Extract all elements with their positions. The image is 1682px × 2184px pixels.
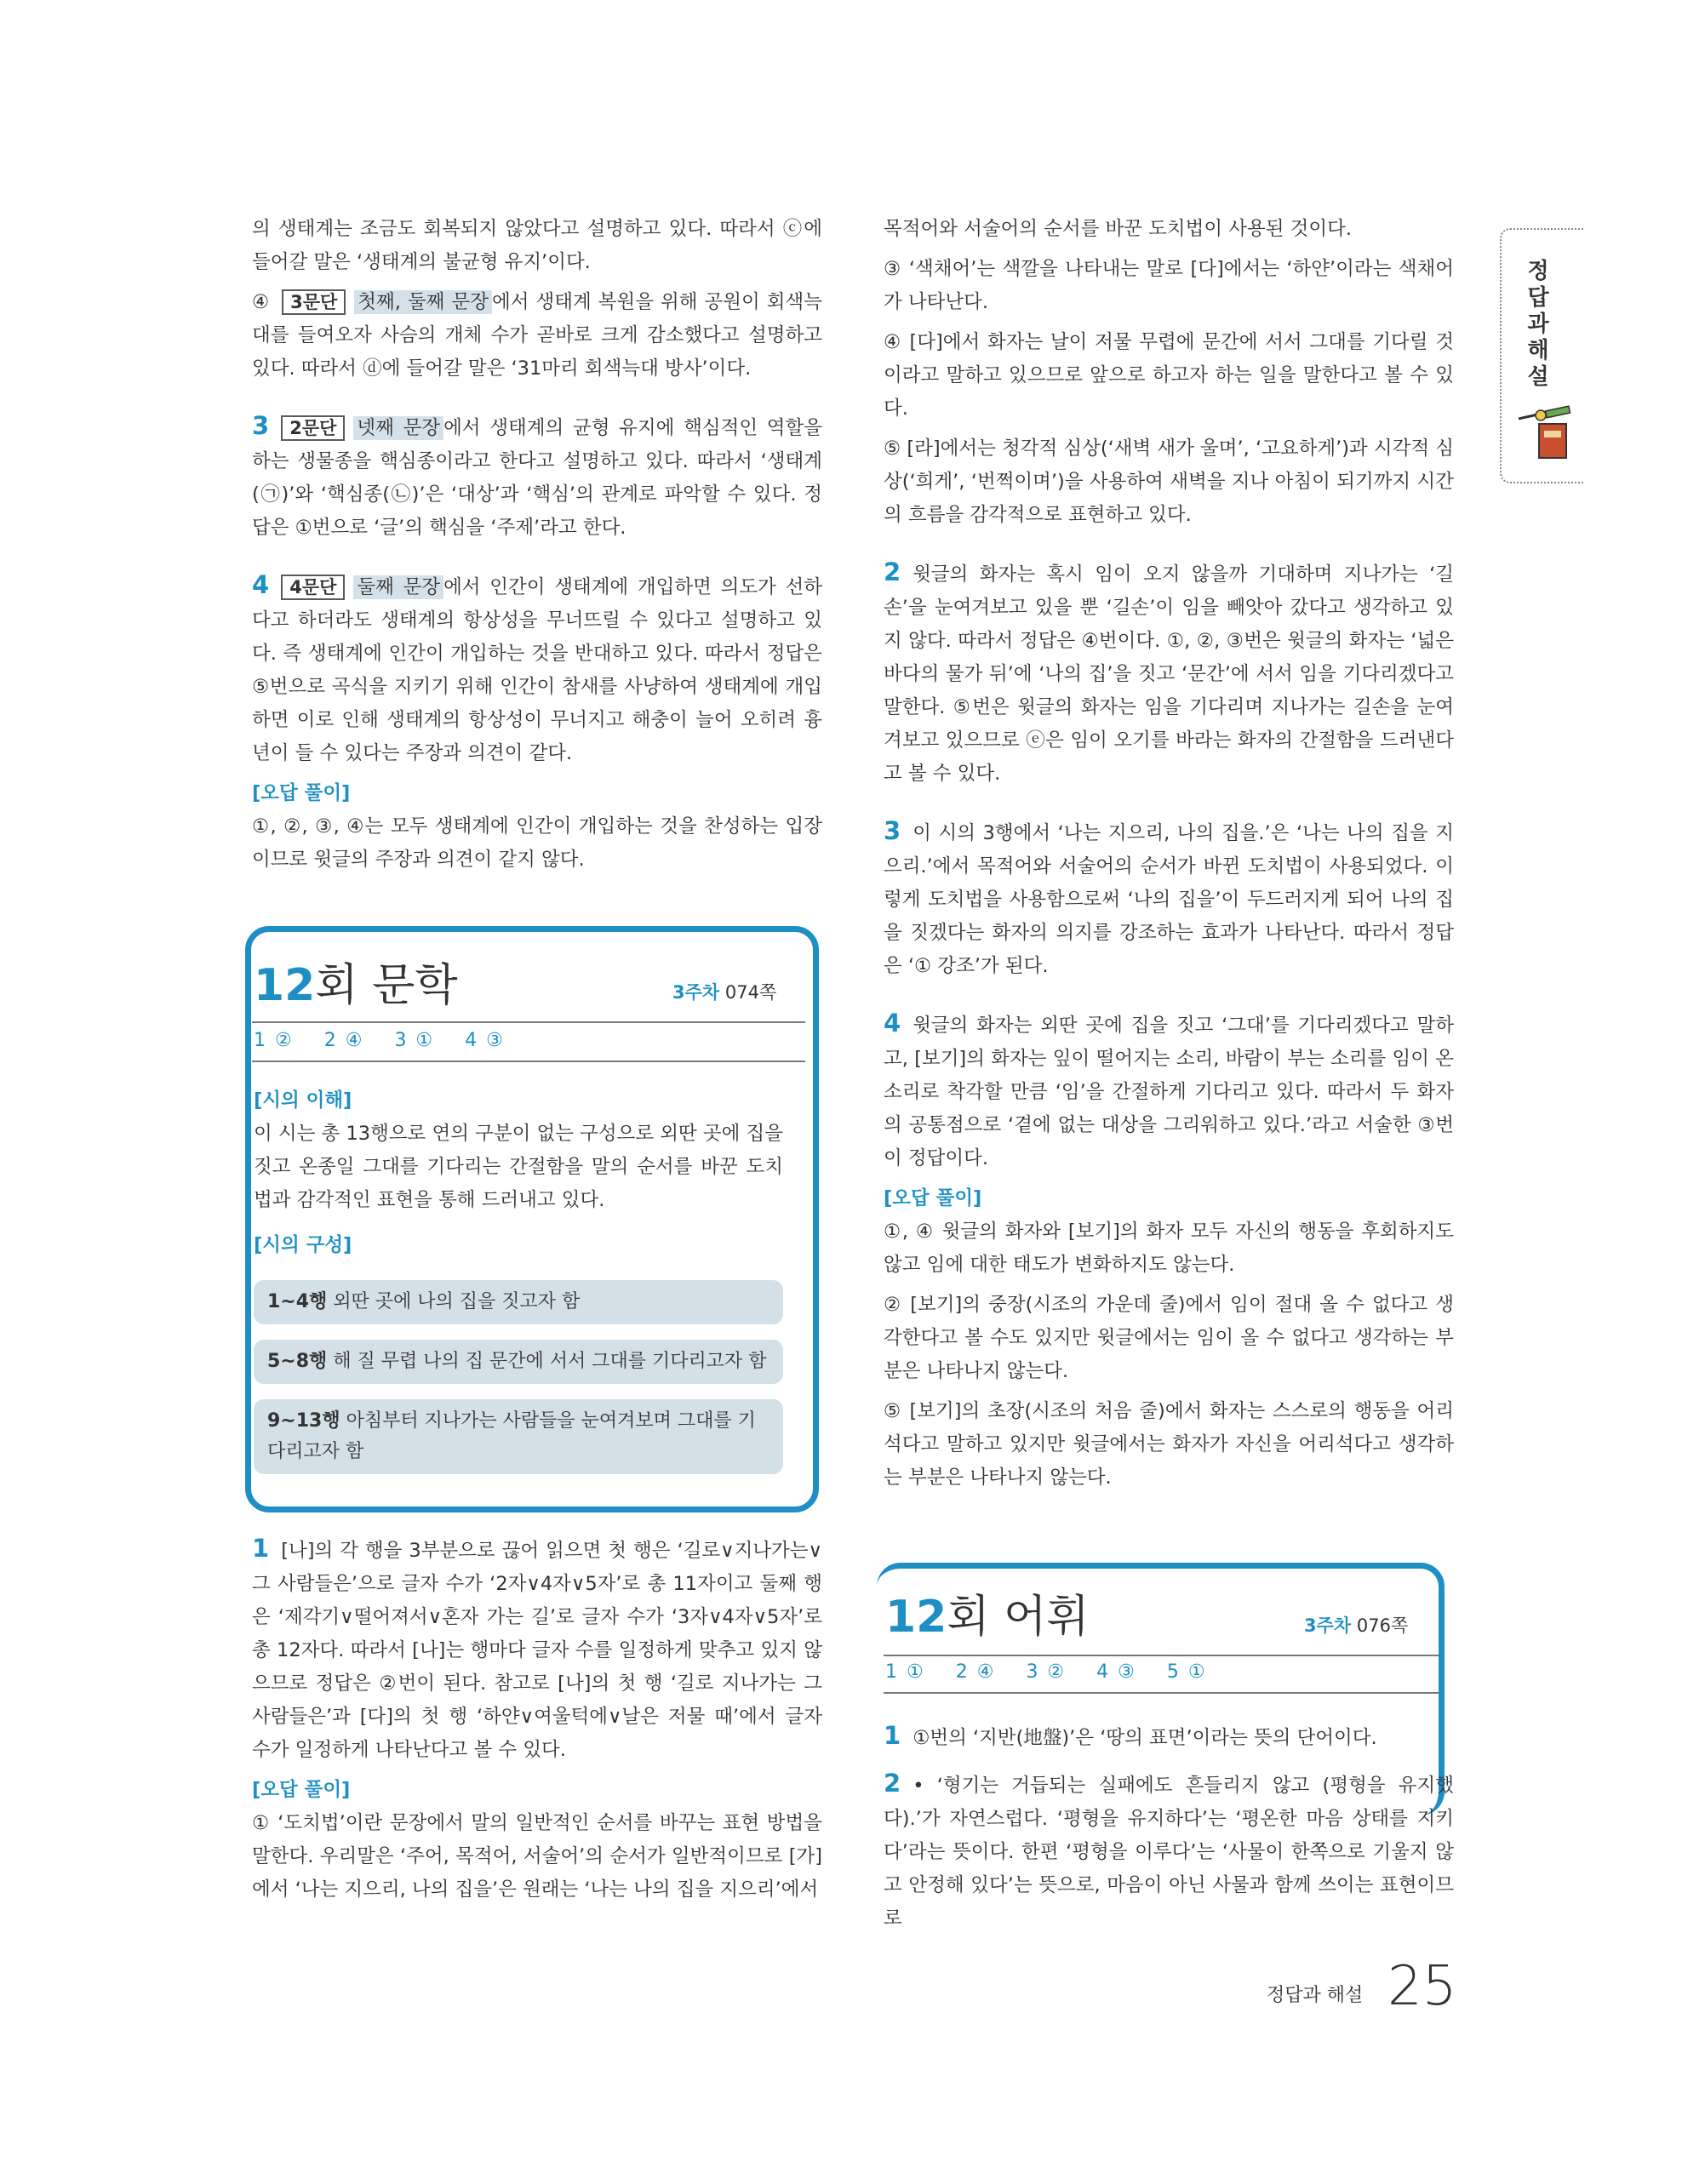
structure-row [254, 1340, 783, 1384]
structure-row [254, 1399, 783, 1474]
choice-marker: ④ [252, 291, 271, 313]
answer-item: 1 ① [885, 1661, 924, 1683]
paragraph-text: 에서 생태계 복원을 위해 공원이 회색늑대를 들여오자 사슴의 개체 수가 곧바로 크게 감소했다고 설명하고 있다. 따라서 ⓓ에 들어갈 말은 ‘31마리 회색늑대 방사’이다. [252, 291, 822, 380]
structure-key: 1~4행 [267, 1291, 328, 1312]
question-3 [884, 815, 1454, 983]
right-paragraph-1: 목적어와 서술어의 순서를 바꾼 도치법이 사용된 것이다. [884, 218, 1352, 240]
answer-item: 1 ② [254, 1030, 292, 1051]
right-paragraph-3: ④ [다]에서 화자는 날이 저물 무렵에 문간에 서서 그대를 기다릴 것이라고 말하고 있으므로 앞으로 하고자 하는 일을 말한다고 볼 수 있다. [884, 331, 1454, 420]
left-paragraph-1: 의 생태계는 조금도 회복되지 않았다고 설명하고 있다. 따라서 ⓒ에 들어갈 말은 ‘생태계의 불균형 유지’이다. [252, 218, 822, 273]
divider [884, 1655, 1439, 1656]
answer-item: 2 ④ [955, 1661, 994, 1683]
highlight-text: 넷째 문장 [353, 416, 443, 440]
question-2 [884, 556, 1454, 791]
question-text: • ‘형기는 거듭되는 실패에도 흔들리지 않고 (평형을 유지했다).’가 자연스럽다. ‘평형을 유지하다’는 ‘평온한 마음 상태를 지키다’라는 뜻이다. 한편 ‘평형을 이루다’는 ‘사물이 한쪽으로 기울지 않고 안정해 있다’는 뜻으로, 마음이 아닌 사물과 함께 쓰이는 표현이므로 [884, 1775, 1454, 1930]
side-tab [1500, 228, 1583, 483]
question-3 [252, 409, 822, 545]
question-text: [나]의 각 행을 3부분으로 끊어 읽으면 첫 행은 ‘길로∨지나가는∨그 사람들은’으로 글자 수가 ‘2자∨4자∨5자’로 총 11자이고 둘째 행은 ‘제각기∨떨어져서∨혼자 가는 길’로 글자 수가 ‘3자∨4자∨5자’로 총 12자다. 따라서 [나]는 행마다 글자 수를 일정하게 맞추고 있지 않으므로 정답은 ②번이 된다. 참고로 [나]의 첫 행 ‘길로 지나가는 그 사람들은’과 [다]의 첫 행 ‘하얀∨여울턱에∨날은 저물 때’에서 글자 수가 일정하게 나타난다고 볼 수 있다. [252, 1540, 822, 1761]
wrong-answer-heading: [오답 풀이] [884, 1187, 982, 1209]
structure-text: 아침부터 지나가는 사람들을 눈여겨보며 그대를 기다리고자 함 [267, 1410, 756, 1462]
answer-item: 3 ② [1026, 1661, 1065, 1683]
question-number: 4 [884, 1009, 901, 1038]
poem-understanding-heading: [시의 이해] [254, 1089, 352, 1112]
left-column-lower [252, 1532, 822, 1913]
question-1 [252, 1532, 822, 1767]
answer-row [254, 1030, 535, 1051]
question-text: 에서 생태계의 균형 유지에 핵심적인 역할을 하는 생물종을 핵심종이라고 한다고 설명하고 있다. 따라서 ‘생태계(㉠)’와 ‘핵심종(㉡)’은 ‘대상’과 ‘핵심’의 관계로 파악할 수 있다. 정답은 ①번으로 ‘글’의 핵심을 ‘주제’라고 한다. [252, 417, 822, 539]
paragraph-tag: 4문단 [281, 575, 345, 600]
right-column [884, 213, 1454, 1501]
divider [884, 1692, 1439, 1694]
week-label: 3주차 [1304, 1615, 1352, 1636]
question-number: 2 [884, 1769, 901, 1798]
question-text: 이 시의 3행에서 ‘나는 지으리, 나의 집을.’은 ‘나는 나의 집을 지으리.’에서 목적어와 서술어의 순서가 바뀐 도치법이 사용되었다. 이렇게 도치법을 사용함으로써 ‘나의 집을’이 두드러지게 되어 나의 집을 짓겠다는 화자의 의지를 강조하는 효과가 나타난다. 따라서 정답은 ‘① 강조’가 된다. [884, 822, 1454, 977]
wrong-answer-heading: [오답 풀이] [252, 782, 351, 804]
paragraph-tag: 3문단 [282, 289, 346, 315]
question-text: ①번의 ‘지반(地盤)’은 ‘땅의 표면’이라는 뜻의 단어이다. [913, 1727, 1377, 1749]
footer-label: 정답과 해설 [1267, 1985, 1364, 2006]
question-text: 윗글의 화자는 외딴 곳에 집을 짓고 ‘그대’를 기다리겠다고 말하고, [보기]의 화자는 잎이 떨어지는 소리, 바람이 부는 소리를 임이 온 소리로 착각할 만큼 ‘임’을 간절하게 기다리고 있다. 따라서 두 화자의 공통점으로 ‘곁에 없는 대상을 그리워하고 있다.’라고 서술한 ③번이 정답이다. [884, 1015, 1454, 1169]
lesson-number: 12 [254, 960, 316, 1011]
question-number: 3 [884, 816, 901, 845]
question-4 [252, 569, 822, 770]
poem-structure-heading: [시의 구성] [254, 1234, 352, 1256]
question-text: 에서 인간이 생태계에 개입하면 의도가 선하다고 하더라도 생태계의 항상성을 무너뜨릴 수 있다고 설명하고 있다. 즉 생태계에 인간이 개입하는 것을 반대하고 있다. 따라서 정답은 ⑤번으로 곡식을 지키기 위해 인간이 참새를 사냥하여 생태계에 개입하면 이로 인해 생태계의 항상성이 무너지고 해충이 늘어 오히려 흉년이 들 수 있다는 주장과 의견이 같다. [252, 576, 822, 764]
lesson-number: 12 [885, 1592, 947, 1643]
right-column-lower [884, 1719, 1454, 1942]
question-number: 3 [252, 411, 270, 440]
paragraph-tag: 2문단 [281, 415, 345, 441]
structure-row [254, 1280, 783, 1324]
structure-key: 5~8행 [267, 1351, 328, 1372]
question-4 [884, 1007, 1454, 1175]
box-reference [1304, 1612, 1408, 1638]
wrong-answer-heading: [오답 풀이] [252, 1779, 351, 1801]
answer-row [885, 1661, 1238, 1683]
answer-item: 4 ③ [1096, 1661, 1135, 1683]
answer-item: 3 ① [394, 1030, 433, 1051]
answer-item: 5 ① [1166, 1661, 1205, 1683]
highlight-text: 첫째, 둘째 문장 [354, 290, 492, 314]
vocab-question-1 [884, 1719, 1454, 1755]
page-ref: 074쪽 [724, 982, 777, 1003]
side-tab-label: 정답과 해설 [1527, 259, 1549, 390]
right-paragraph-4: ⑤ [라]에서는 청각적 심상(‘새벽 새가 울며’, ‘고요하게’)과 시각적 심상(‘희게’, ‘번쩍이며’)을 사용하여 새벽을 지나 아침이 되기까지 시간의 흐름을 감각적으로 표현하고 있다. [884, 437, 1454, 526]
structure-key: 9~13행 [267, 1410, 340, 1432]
vocab-question-2 [884, 1767, 1454, 1935]
question-number: 1 [884, 1721, 901, 1750]
wrong-answer-1: ①, ④ 윗글의 화자와 [보기]의 화자 모두 자신의 행동을 후회하지도 않고 임에 대한 태도가 변화하지도 않는다. [884, 1221, 1454, 1276]
lesson-title: 회 어휘 [947, 1592, 1090, 1643]
right-paragraph-2: ③ ‘색채어’는 색깔을 나타내는 말로 [다]에서는 ‘하얀’이라는 색채어가 나타난다. [884, 258, 1454, 313]
poem-understanding-text: 이 시는 총 13행으로 연의 구분이 없는 구성으로 외딴 곳에 집을 짓고 온종일 그대를 기다리는 간절함을 말의 순서를 바꾼 도치법과 감각적인 표현을 통해 드러내고 있다. [254, 1123, 783, 1211]
divider [252, 1061, 805, 1062]
question-text: 윗글의 화자는 혹시 임이 오지 않을까 기대하며 지나가는 ‘길손’을 눈여겨보고 있을 뿐 ‘길손’이 임을 빼앗아 갔다고 생각하고 있지 않다. 따라서 정답은 ④번이다. ①, ②, ③번은 윗글의 화자는 ‘넓은 바다의 물가 뒤’에 ‘나의 집’을 짓고 ‘문간’에 서서 임을 기다리겠다고 말한다. ⑤번은 윗글의 화자는 임을 기다리며 지나가는 길손을 눈여겨보고 있으므로 ⓔ은 임이 오기를 바라는 화자의 간절함을 드러낸다고 볼 수 있다. [884, 563, 1454, 785]
box-title [885, 1592, 1090, 1643]
question-number: 2 [884, 557, 901, 586]
divider [252, 1021, 805, 1023]
page-ref: 076쪽 [1356, 1615, 1409, 1636]
answer-item: 2 ④ [323, 1030, 363, 1051]
page-number: 25 [1387, 1955, 1457, 2018]
literature-box-body [254, 1084, 783, 1262]
wrong-answer-3: ⑤ [보기]의 초장(시조의 처음 줄)에서 화자는 스스로의 행동을 어리석다고 말하고 있지만 윗글에서는 화자가 자신을 어리석다고 생각하는 부분은 나타나지 않는다. [884, 1400, 1454, 1489]
left-paragraph-2 [252, 286, 822, 386]
wrong-answer-2: ② [보기]의 중장(시조의 가운데 줄)에서 임이 절대 올 수 없다고 생각한다고 볼 수도 있지만 윗글에서는 임이 올 수 없다고 생각하는 부분은 나타나지 않는다. [884, 1294, 1454, 1382]
highlight-text: 둘째 문장 [353, 575, 443, 599]
left-column [252, 213, 822, 883]
pencil-book-icon [1515, 400, 1575, 465]
structure-text: 외딴 곳에 나의 집을 짓고자 함 [333, 1291, 581, 1312]
answer-item: 4 ③ [465, 1030, 503, 1051]
box-reference [672, 979, 776, 1004]
week-label: 3주차 [672, 982, 720, 1003]
lesson-title: 회 문학 [315, 960, 458, 1011]
question-number: 1 [252, 1534, 270, 1563]
box-title [254, 960, 458, 1011]
wrong-answer-text: ① ‘도치법’이란 문장에서 말의 일반적인 순서를 바꾸는 표현 방법을 말한다. 우리말은 ‘주어, 목적어, 서술어’의 순서가 일반적이므로 [가]에서 ‘나는 지으리, 나의 집을’은 원래는 ‘나는 나의 집을 지으리’에서 [252, 1812, 822, 1901]
structure-text: 해 질 무렵 나의 집 문간에 서서 그대를 기다리고자 함 [333, 1351, 767, 1372]
wrong-answer-text: ①, ②, ③, ④는 모두 생태계에 인간이 개입하는 것을 찬성하는 입장이므로 윗글의 주장과 의견이 같지 않다. [252, 815, 822, 871]
question-number: 4 [252, 570, 270, 599]
